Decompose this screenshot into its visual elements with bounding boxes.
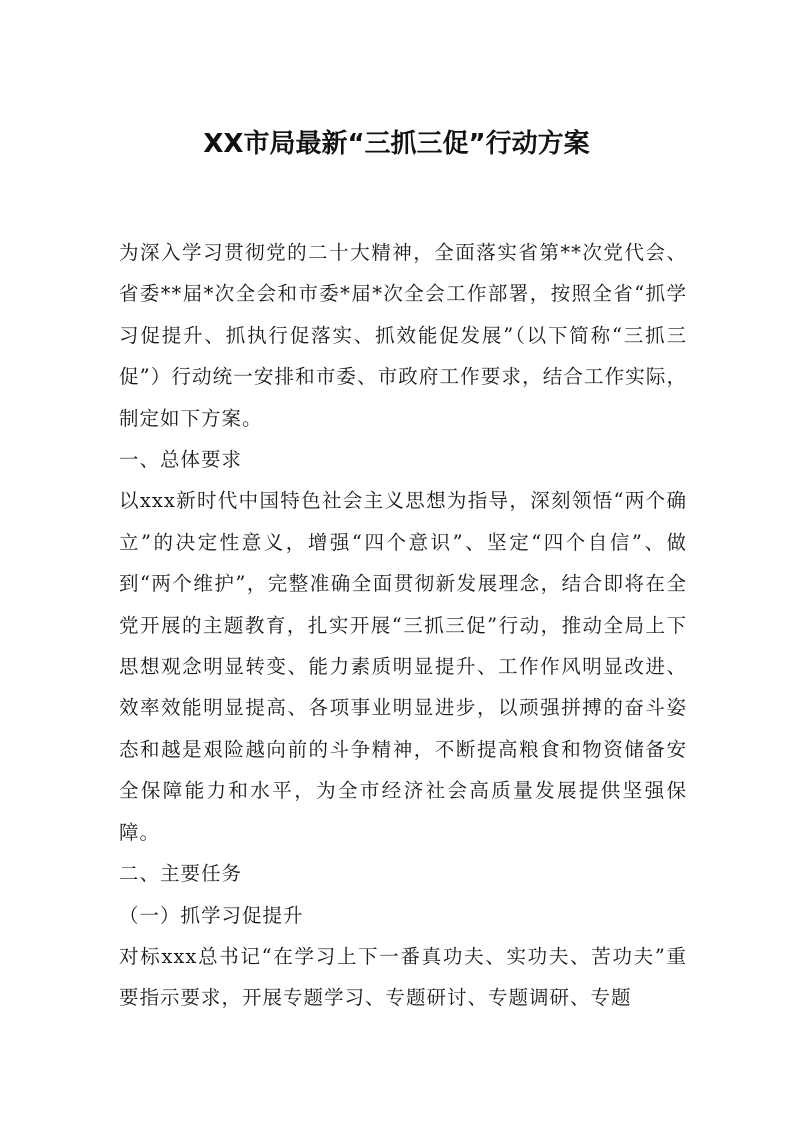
section-2-heading: 二、主要任务 bbox=[119, 862, 243, 886]
document-body bbox=[119, 232, 687, 1019]
intro-paragraph: 为深入学习贯彻党的二十大精神，全面落实省第**次党代会、省委**届*次全会和市委*届*次全会工作部署，按照全省“抓学习促提升、抓执行促落实、抓效能促发展”（以下简称“三抓三促”）行动统一安排和市委、市政府工作要求，结合工作实际，制定如下方案。 bbox=[119, 241, 687, 430]
subsection-1-heading: （一）抓学习促提升 bbox=[119, 903, 304, 927]
section-1-paragraph: 以xxx新时代中国特色社会主义思想为指导，深刻领悟“两个确立”的决定性意义，增强“四个意识”、坚定“四个自信”、做到“两个维护”，完整准确全面贯彻新发展理念，结合即将在全党开展的主题教育，扎实开展“三抓三促”行动，推动全局上下思想观念明显转变、能力素质明显提升、工作作风明显改进、效率效能明显提高、各项事业明显进步，以顽强拼搏的奋斗姿态和越是艰险越向前的斗争精神，不断提高粮食和物资储备安全保障能力和水平，为全市经济社会高质量发展提供坚强保障。 bbox=[119, 489, 687, 844]
document-title: XX市局最新“三抓三促”行动方案 bbox=[203, 129, 590, 159]
section-1-heading: 一、总体要求 bbox=[119, 448, 243, 472]
subsection-1-paragraph: 对标xxx总书记“在学习上下一番真功夫、实功夫、苦功夫”重要指示要求，开展专题学习、专题研讨、专题调研、专题 bbox=[119, 944, 687, 1010]
